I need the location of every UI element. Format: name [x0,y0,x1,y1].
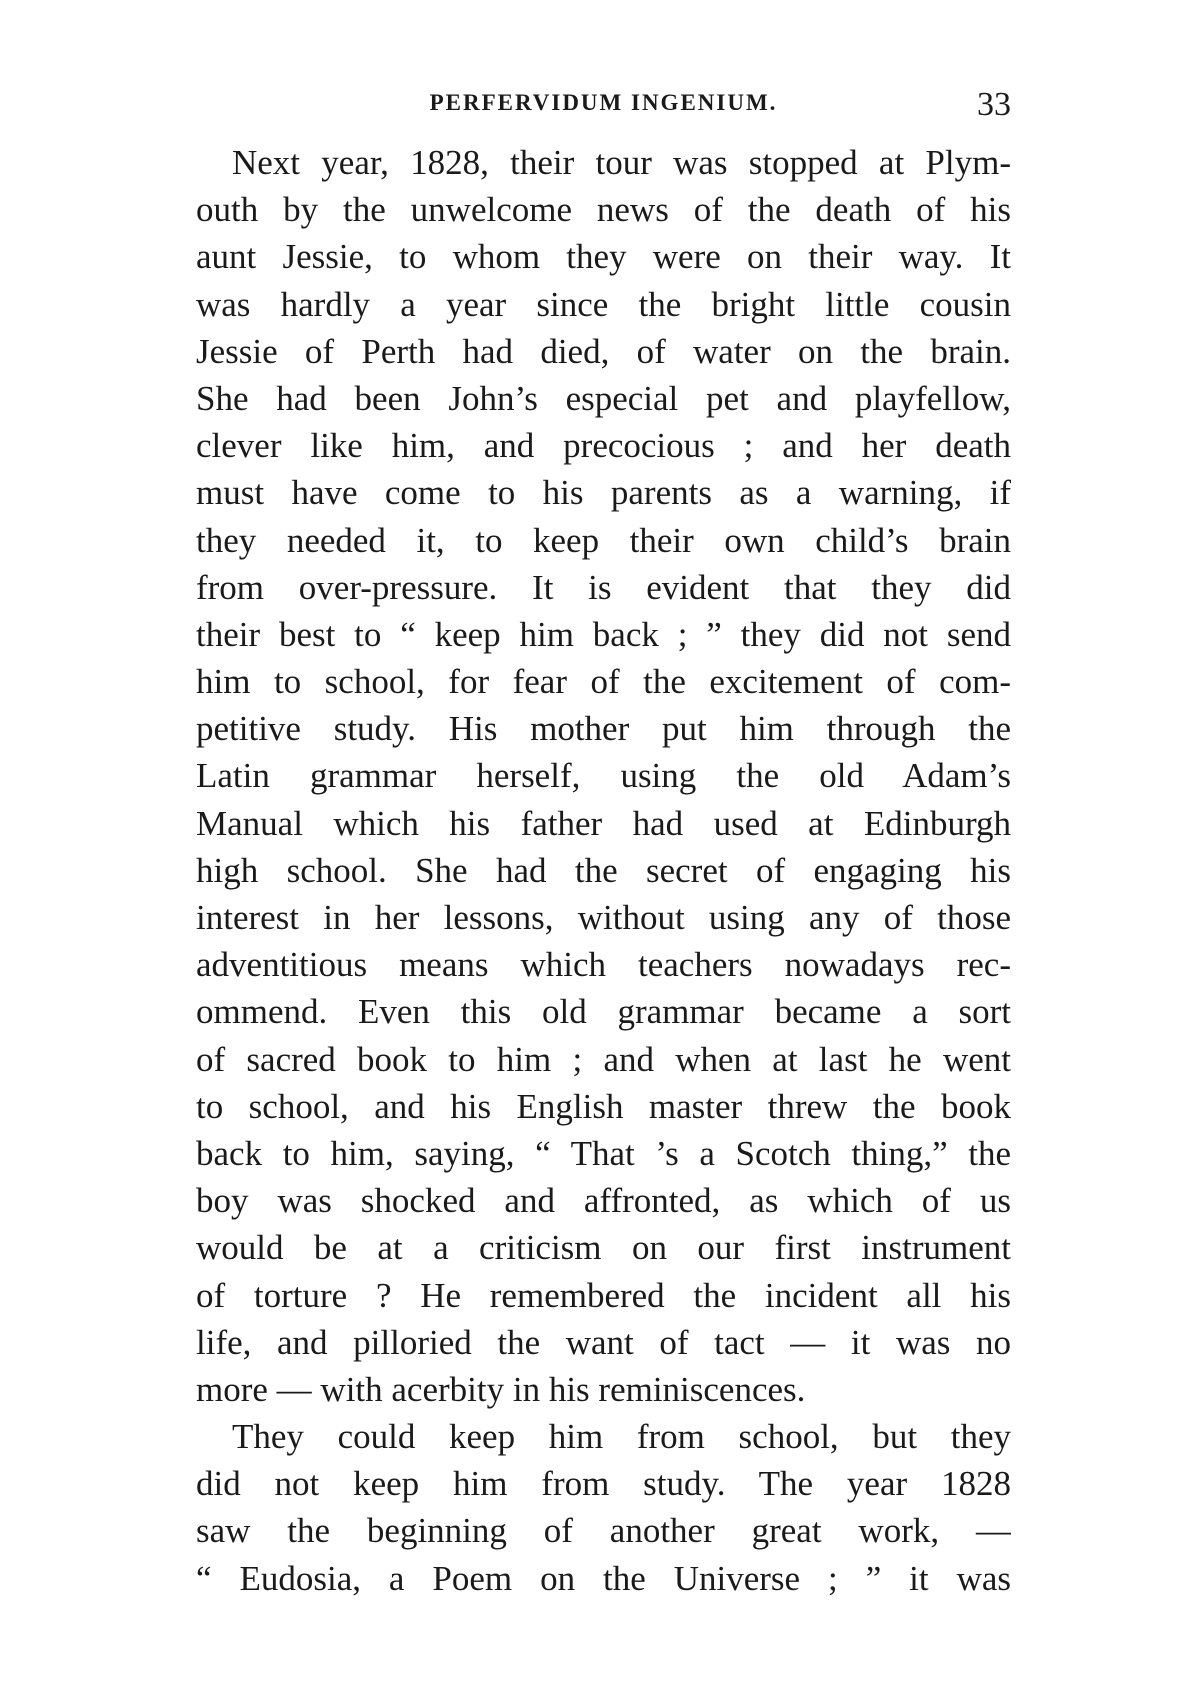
text-line: clever like him, and precocious ; and her death [196,426,1011,466]
text-line: They could keep him from school, but they [232,1417,1011,1457]
text-line: petitive study. His mother put him through the [196,709,1011,749]
text-line: interest in her lessons, without using any of those [196,898,1011,937]
text-line: was hardly a year since the bright little cousin [196,284,1011,324]
text-line: Next year, 1828, their tour was stopped at Plym- [232,143,1011,182]
text-line: must have come to his parents as a warning, if [196,473,1011,513]
text-line: they needed it, to keep their own child’s brain [196,520,1011,560]
running-head [196,86,1011,126]
text-line: life, and pilloried the want of tact — it was no [196,1322,1011,1362]
text-line: from over-pressure. It is evident that they did [196,567,1011,607]
text-line: of sacred book to him ; and when at last he went [196,1039,1011,1079]
running-title: PERFERVIDUM INGENIUM. [429,90,778,115]
text-line: She had been John’s especial pet and playfellow, [196,378,1011,418]
text-line: of torture ? He remembered the incident all his [196,1275,1011,1315]
text-line: ommend. Even this old grammar became a sort [196,992,1011,1032]
text-line: Jessie of Perth had died, of water on the brain. [196,331,1011,371]
text-line: Manual which his father had used at Edinburgh [196,803,1011,843]
body-text [196,139,1011,1602]
text-line: adventitious means which teachers nowadays rec- [196,945,1011,985]
page-number: 33 [977,86,1011,123]
text-line: would be at a criticism on our first instrument [196,1228,1011,1268]
text-line: outh by the unwelcome news of the death of his [196,190,1011,230]
text-line: aunt Jessie, to whom they were on their way. It [196,237,1011,277]
text-line: boy was shocked and affronted, as which of us [196,1181,1011,1221]
text-line: “ Eudosia, a Poem on the Universe ; ” it was [196,1558,1011,1598]
text-line: more — with acerbity in his reminiscences. [196,1369,806,1409]
text-line: their best to “ keep him back ; ” they did not send [196,614,1011,654]
text-line: Latin grammar herself, using the old Adam’s [196,756,1011,796]
text-line: back to him, saying, “ That ’s a Scotch thing,” the [196,1133,1011,1173]
text-line: him to school, for fear of the excitement of com- [196,662,1011,702]
text-line: did not keep him from study. The year 1828 [196,1464,1011,1504]
text-line: to school, and his English master threw the book [196,1086,1011,1126]
text-line: saw the beginning of another great work, — [196,1511,1011,1551]
text-line: high school. She had the secret of engaging his [196,850,1011,890]
